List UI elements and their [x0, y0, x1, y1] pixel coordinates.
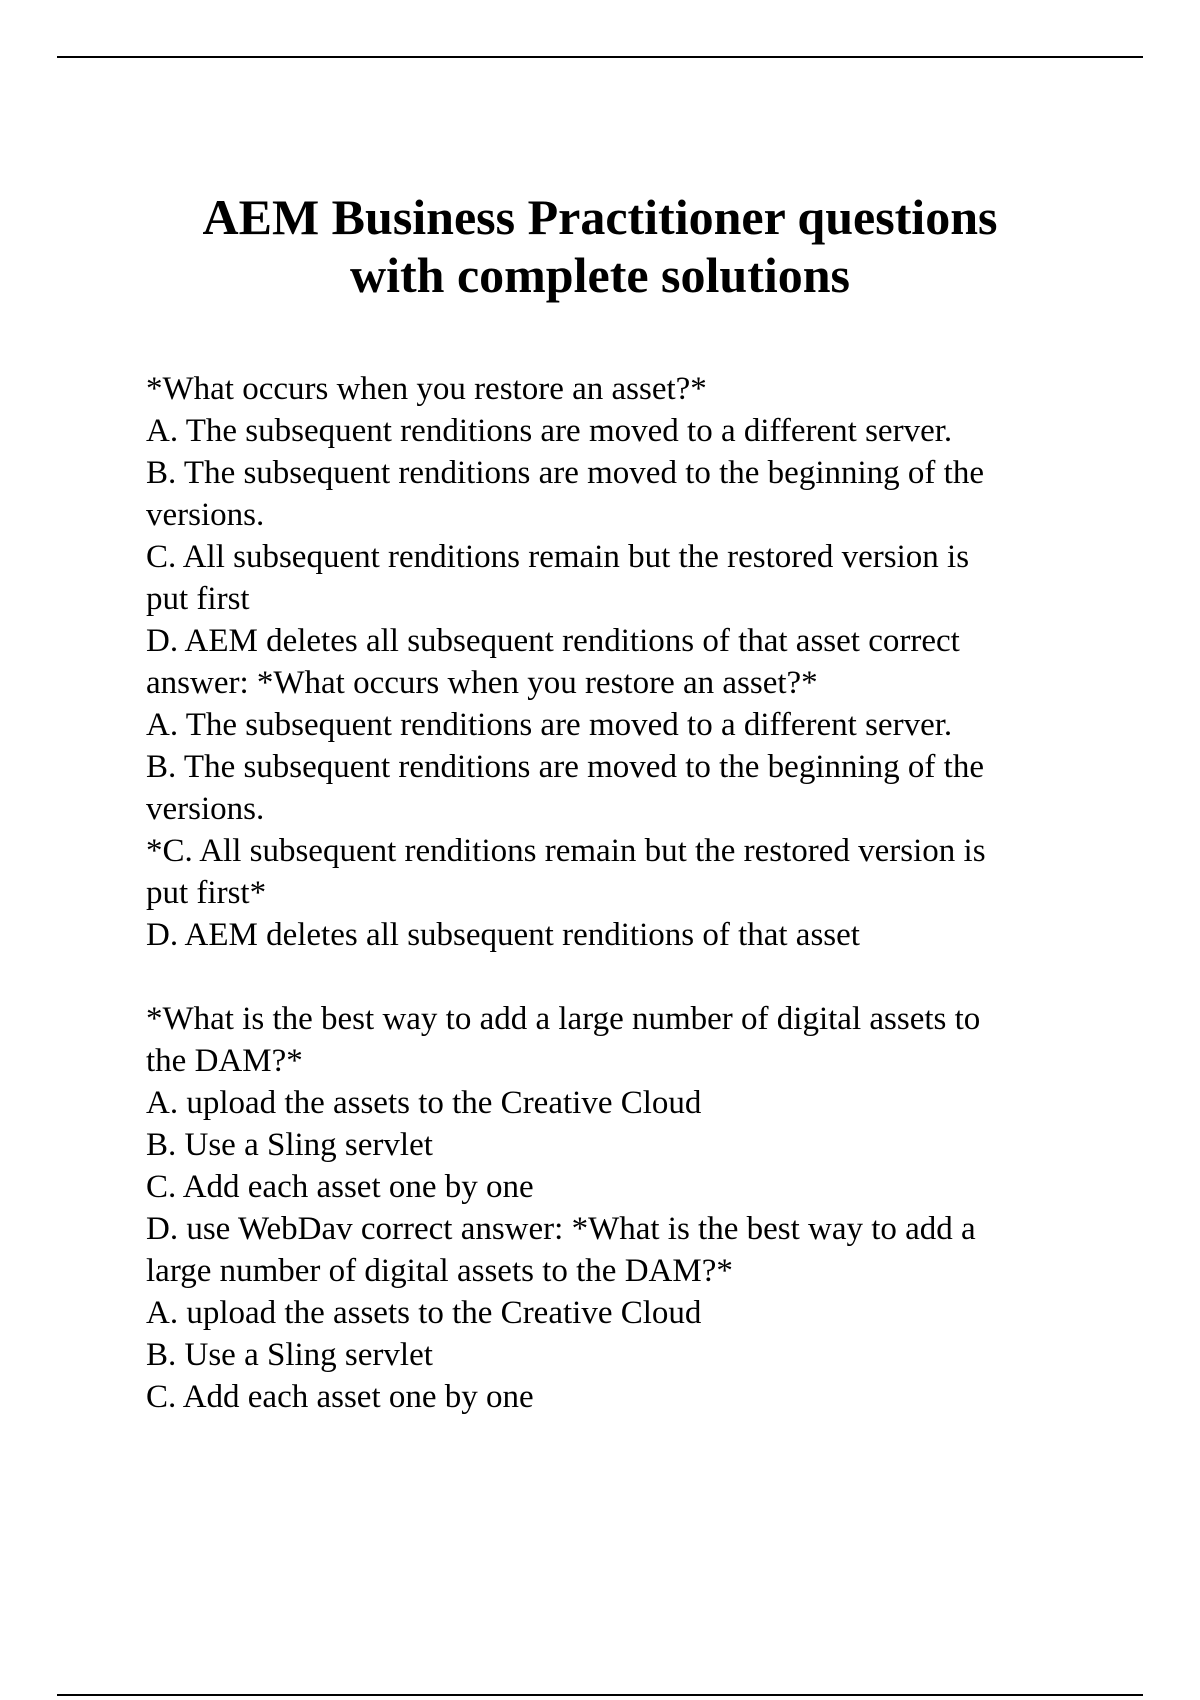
title-line-1: AEM Business Practitioner questions [202, 189, 998, 245]
text-line: D. use WebDav correct answer: *What is the best way to add a [146, 1211, 976, 1247]
text-line: put first [146, 581, 250, 617]
question-block-2 [146, 998, 1076, 1418]
document-title [57, 188, 1143, 304]
text-line: put first* [146, 875, 267, 911]
bottom-rule [57, 1694, 1143, 1696]
text-line: C. All subsequent renditions remain but the restored version is [146, 539, 970, 575]
text-line: *What occurs when you restore an asset?* [146, 371, 707, 407]
question-block-1 [146, 368, 1076, 956]
text-line: B. The subsequent renditions are moved to the beginning of the [146, 749, 984, 785]
text-line: versions. [146, 791, 265, 827]
text-line: large number of digital assets to the DAM?* [146, 1253, 733, 1289]
text-line: C. Add each asset one by one [146, 1169, 534, 1205]
text-line: B. The subsequent renditions are moved to the beginning of the [146, 455, 984, 491]
text-line: A. upload the assets to the Creative Cloud [146, 1085, 702, 1121]
text-line: C. Add each asset one by one [146, 1379, 534, 1415]
document-body [146, 368, 1076, 1418]
text-line: the DAM?* [146, 1043, 303, 1079]
text-line: B. Use a Sling servlet [146, 1127, 433, 1163]
text-line: A. The subsequent renditions are moved to a different server. [146, 413, 953, 449]
text-line: answer: *What occurs when you restore an asset?* [146, 665, 818, 701]
text-line: *What is the best way to add a large number of digital assets to [146, 1001, 981, 1037]
text-line: versions. [146, 497, 265, 533]
text-line: D. AEM deletes all subsequent renditions of that asset [146, 917, 860, 953]
text-line: B. Use a Sling servlet [146, 1337, 433, 1373]
text-line: A. The subsequent renditions are moved to a different server. [146, 707, 953, 743]
title-line-2: with complete solutions [350, 247, 850, 303]
text-line: *C. All subsequent renditions remain but the restored version is [146, 833, 986, 869]
text-line: A. upload the assets to the Creative Cloud [146, 1295, 702, 1331]
top-rule [57, 56, 1143, 58]
text-line: D. AEM deletes all subsequent renditions of that asset correct [146, 623, 960, 659]
